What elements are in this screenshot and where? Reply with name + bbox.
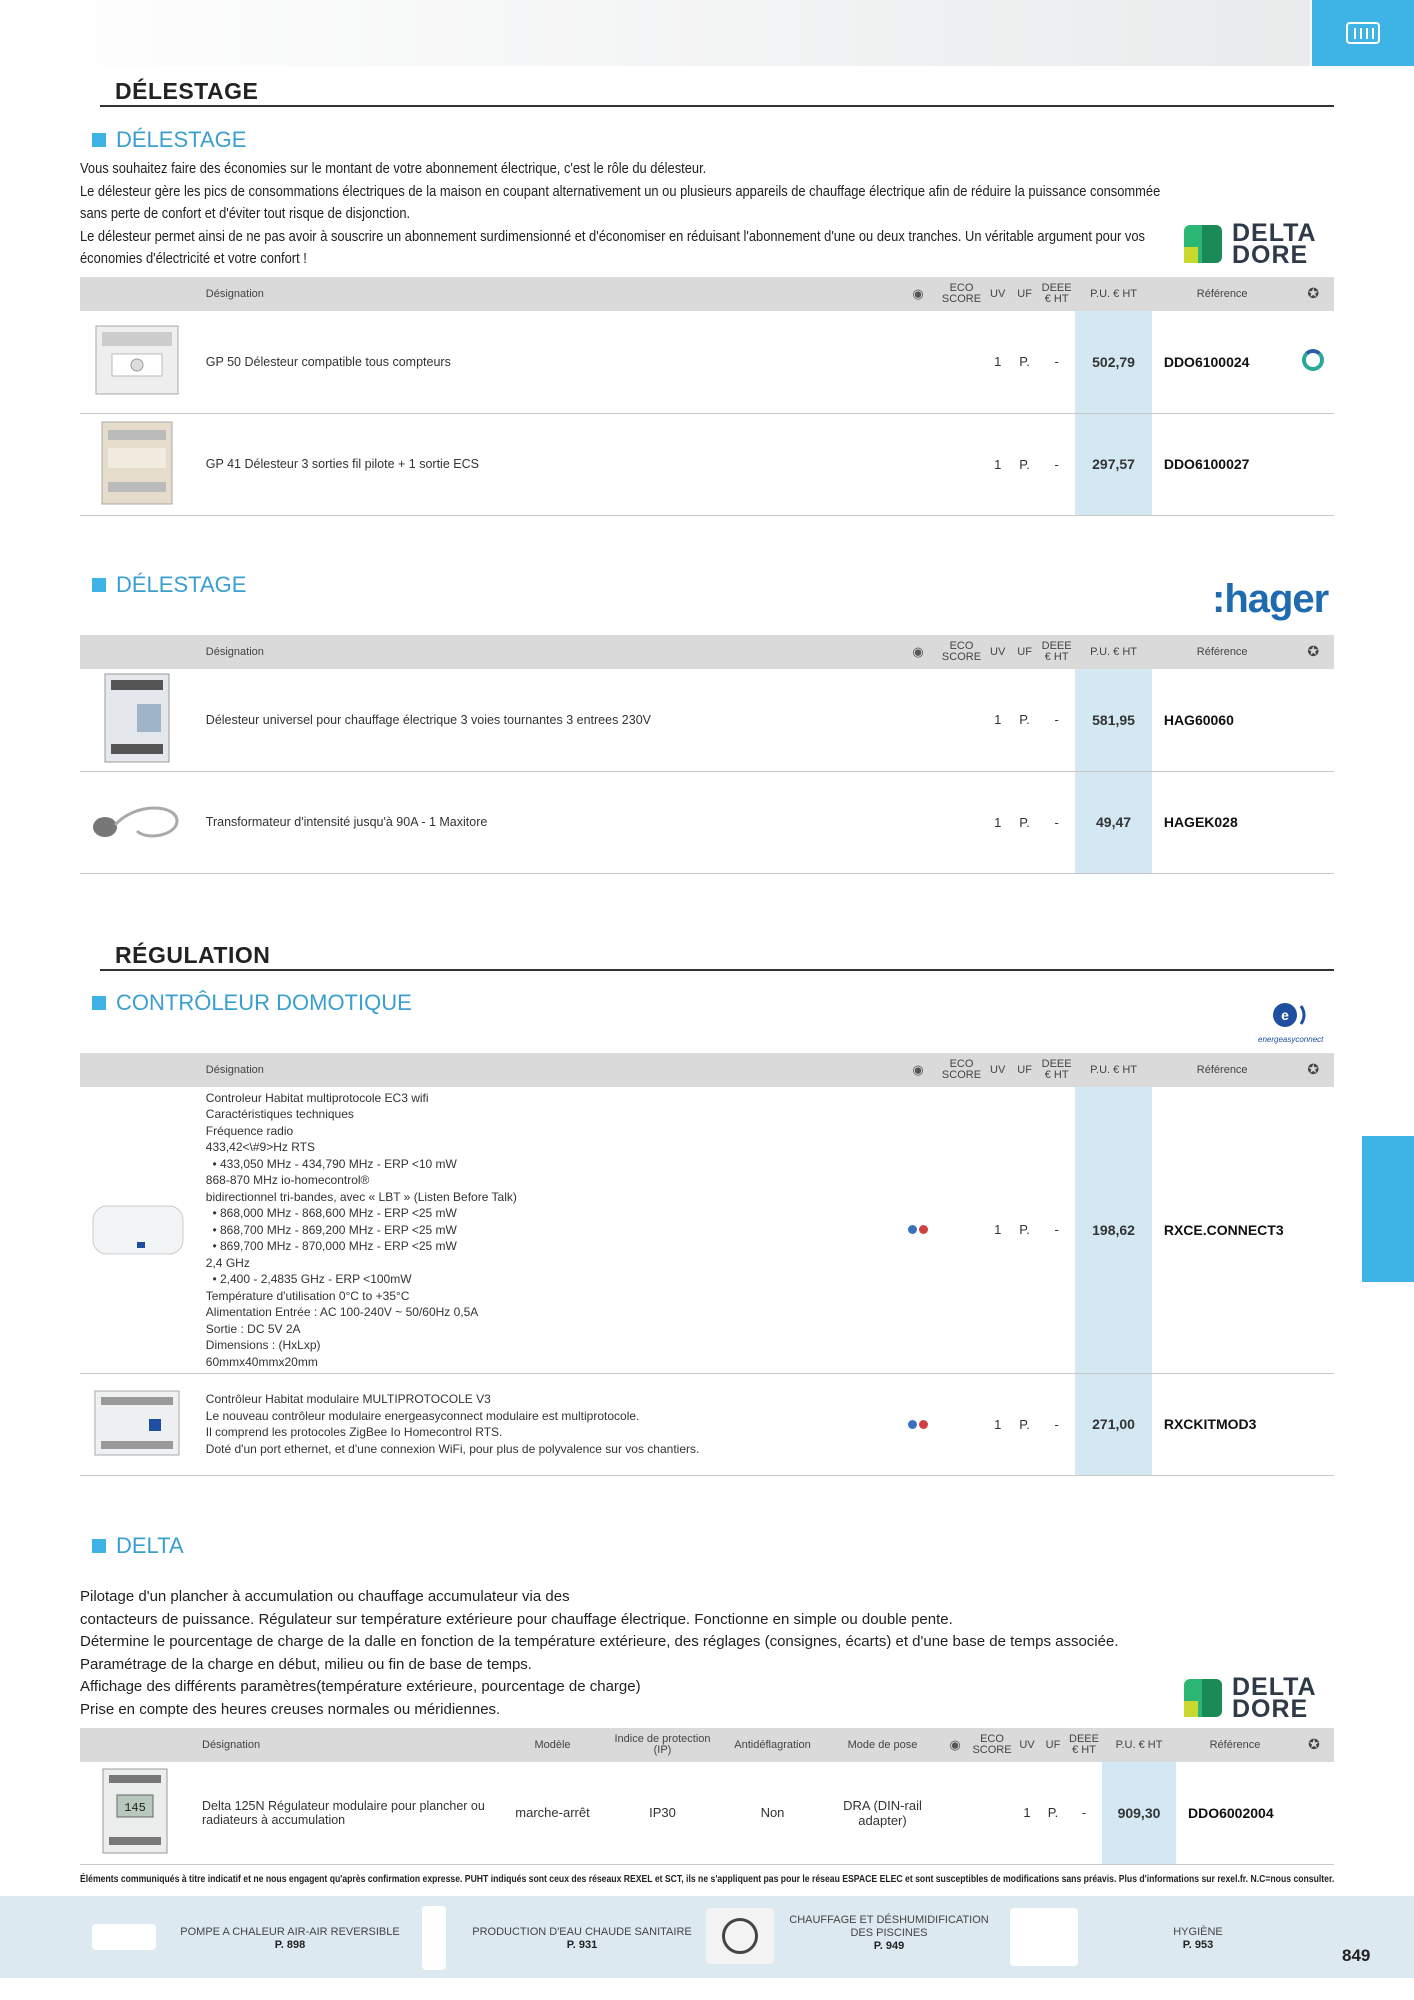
price: 49,47 <box>1075 771 1152 873</box>
footer-nav <box>0 1896 1414 1978</box>
designation-line: bidirectionnel tri-bandes, avec « LBT » (Listen Before Talk) <box>205 1189 517 1204</box>
designation-line: Controleur Habitat multiprotocole EC3 wifi <box>205 1090 429 1105</box>
table-row[interactable] <box>80 1087 1334 1373</box>
header-pu: P.U. € HT <box>1090 287 1137 300</box>
designation-line: Dimensions : (HxLxp) <box>205 1338 321 1352</box>
table-row[interactable] <box>80 413 1334 515</box>
designation-block <box>194 1373 898 1475</box>
section-title-delestage: DÉLESTAGE <box>115 78 259 104</box>
subsection-label: DELTA <box>116 1533 184 1558</box>
svg-text:145: 145 <box>124 1801 146 1816</box>
intro-line: Affichage des différents paramètres(température extérieure, pourcentage de charge) <box>80 1678 641 1695</box>
subsection-title <box>92 1533 184 1559</box>
top-band <box>0 0 1310 66</box>
header-pu: P.U. € HT <box>1090 645 1137 658</box>
uf-value: P. <box>1011 311 1038 413</box>
deee-value: - <box>1038 311 1075 413</box>
section-rule <box>100 969 1334 971</box>
reference: DDO6002004 <box>1176 1762 1294 1864</box>
table-row[interactable] <box>80 669 1334 771</box>
designation: GP 41 Délesteur 3 sorties fil pilote + 1 sortie ECS <box>194 413 898 515</box>
heat-pump-image <box>92 1924 156 1950</box>
designation-line: • 868,700 MHz - 869,200 MHz - ERP <25 mW <box>205 1222 457 1237</box>
deee-value: - <box>1038 771 1075 873</box>
pose-value: DRA (DIN-rail adapter) <box>825 1762 940 1864</box>
subsection-title <box>92 572 246 598</box>
designation-line: • 869,700 MHz - 870,000 MHz - ERP <25 mW <box>205 1239 457 1253</box>
footer-link[interactable]: CHAUFFAGE ET DÉSHUMIDIFICATION DES PISCINES P. 949 <box>789 1914 989 1952</box>
reference: DDO6100027 <box>1152 413 1293 515</box>
header-designation: Désignation <box>205 1063 264 1076</box>
product-image-transformer <box>87 791 187 851</box>
designation: Délesteur universel pour chauffage électrique 3 voies tournantes 3 entrees 230V <box>194 669 898 771</box>
section-title-regulation: RÉGULATION <box>115 942 271 968</box>
header-modele: Modèle <box>534 1738 571 1751</box>
designation-line: Température d'utilisation 0°C to +35°C <box>205 1288 410 1303</box>
subsection-label: CONTRÔLEUR DOMOTIQUE <box>116 990 412 1015</box>
product-image-gp50 <box>92 320 182 400</box>
uv-value: 1 <box>984 1087 1011 1373</box>
header-uf: UF <box>1017 287 1032 300</box>
intro-line: Vous souhaitez faire des économies sur le montant de votre abonnement électrique, c'est le rôle du délesteur. <box>80 160 707 177</box>
deee-value: - <box>1038 413 1075 515</box>
intro-line: contacteurs de puissance. Régulateur sur température extérieure pour chauffage électrique. Fonctionne en simple ou double pente. <box>80 1610 953 1628</box>
table-row[interactable] <box>80 1762 1334 1864</box>
intro-text-1 <box>80 158 1160 271</box>
intro-line: économies d'électricité et votre confort ! <box>80 250 307 267</box>
recycle-header-icon: ✪ <box>1307 1060 1320 1077</box>
uv-value: 1 <box>984 311 1011 413</box>
designation-line: Contrôleur Habitat modulaire MULTIPROTOCOLE V3 <box>205 1392 491 1406</box>
intro-line: Le délesteur gère les pics de consommations électriques de la maison en coupant alternativement un ou plusieurs appareils de chauffage électrique afin de réduire la puissance consommée <box>80 182 1161 200</box>
intro-line: Pilotage d'un plancher à accumulation ou chauffage accumulateur via des <box>80 1588 570 1605</box>
subsection-label: DÉLESTAGE <box>116 127 247 152</box>
wifi-icon: ◉ <box>949 1736 961 1752</box>
recycle-header-icon: ✪ <box>1307 642 1320 659</box>
designation-line: Fréquence radio <box>205 1123 294 1138</box>
deee-value: - <box>1038 669 1075 771</box>
footer-link[interactable]: HYGIÈNE P. 953 <box>1173 1926 1223 1951</box>
uf-value: P. <box>1011 1373 1038 1475</box>
product-image-kitmod3 <box>89 1383 185 1463</box>
brand-line: DORE <box>1232 241 1309 269</box>
header-indice: Indice de protection (IP) <box>614 1733 711 1756</box>
price: 271,00 <box>1075 1373 1152 1475</box>
designation-line: • 2,400 - 2,4835 GHz - ERP <100mW <box>205 1272 412 1286</box>
svg-text:e: e <box>1280 1007 1289 1023</box>
product-table-3 <box>80 1053 1334 1476</box>
footer-link[interactable]: PRODUCTION D'EAU CHAUDE SANITAIRE P. 931 <box>472 1926 692 1951</box>
header-reference: Référence <box>1196 287 1248 300</box>
product-image-delta125n <box>95 1765 175 1857</box>
deee-value: - <box>1066 1762 1102 1864</box>
table-row[interactable] <box>80 771 1334 873</box>
designation-line: Caractéristiques techniques <box>205 1107 354 1121</box>
header-mode-pose: Mode de pose <box>847 1738 918 1751</box>
recycle-header-icon: ✪ <box>1308 1735 1320 1752</box>
product-table-1 <box>80 277 1334 516</box>
uf-value: P. <box>1011 771 1038 873</box>
designation: Delta 125N Régulateur modulaire pour plancher ou radiateurs à accumulation <box>190 1762 500 1864</box>
chapter-tab[interactable] <box>1312 0 1414 66</box>
header-eco-score: ECO SCORE <box>941 640 982 663</box>
header-pu: P.U. € HT <box>1115 1738 1163 1751</box>
header-reference: Référence <box>1196 645 1248 658</box>
price: 297,57 <box>1075 413 1152 515</box>
designation-line: 60mmx40mmx20mm <box>205 1354 318 1369</box>
header-uf: UF <box>1017 1063 1032 1076</box>
subsection-title <box>92 127 246 153</box>
uv-value: 1 <box>984 413 1011 515</box>
uv-value: 1 <box>984 771 1011 873</box>
designation-line: Alimentation Entrée : AC 100-240V ~ 50/60Hz 0,5A <box>205 1305 479 1319</box>
header-designation: Désignation <box>202 1738 261 1751</box>
uv-value: 1 <box>1014 1762 1040 1864</box>
eco-radio-icon <box>908 1420 928 1429</box>
pool-heater-image <box>706 1908 774 1964</box>
header-antidef: Antidéflagration <box>734 1738 811 1751</box>
header-uv: UV <box>990 645 1006 658</box>
header-designation: Désignation <box>205 645 264 658</box>
brand-line: DELTA <box>1232 1673 1317 1701</box>
intro-line: Paramétrage de la charge en début, milieu ou fin de base de temps. <box>80 1655 532 1673</box>
antidef-value: Non <box>720 1762 825 1864</box>
intro-line: Prise en compte des heures creuses normales ou méridiennes. <box>80 1700 501 1718</box>
designation-block <box>194 1087 898 1373</box>
side-chapter-marker[interactable] <box>1362 1136 1414 1282</box>
hager-logo: :hager <box>1212 577 1329 621</box>
designation-line: Le nouveau contrôleur modulaire energeasyconnect modulaire est multiprotocole. <box>205 1408 640 1423</box>
header-pu: P.U. € HT <box>1090 1063 1137 1076</box>
legal-footnote: Éléments communiqués à titre indicatif et ne nous engagent qu'après confirmation expresse. PUHT indiqués sont ceux des réseaux REXEL et SCT, ils ne s'appliquent pas pour le réseau ESPACE ELEC et sont susceptibles de modifications sans préavis. Plus d'informations sur rexel.fr. N.C=nous consulter. <box>80 1874 1335 1885</box>
wifi-icon: ◉ <box>912 285 924 301</box>
uf-value: P. <box>1011 1087 1038 1373</box>
energeasy-logo <box>1258 1000 1323 1044</box>
reference: HAG60060 <box>1152 669 1293 771</box>
designation-line: 433,42<\#9>Hz RTS <box>205 1140 315 1154</box>
reference: RXCE.CONNECT3 <box>1152 1087 1293 1373</box>
modele-value: marche-arrêt <box>500 1762 605 1864</box>
radiator-icon <box>1345 20 1381 46</box>
header-reference: Référence <box>1196 1063 1248 1076</box>
delta-dore-logo <box>1184 1673 1317 1723</box>
eco-radio-icon <box>908 1225 928 1234</box>
wifi-icon: ◉ <box>912 1061 924 1077</box>
price: 198,62 <box>1075 1087 1152 1373</box>
header-deee: DEEE € HT <box>1041 1058 1072 1081</box>
designation-line: Il comprend les protocoles ZigBee Io Homecontrol RTS. <box>205 1425 503 1439</box>
product-image-hag60060 <box>97 670 177 766</box>
ip-value: IP30 <box>605 1762 720 1864</box>
designation-line: 2,4 GHz <box>205 1255 250 1270</box>
water-heater-image <box>422 1906 446 1970</box>
intro-line: sans perte de confort et d'éviter tout risque de disjonction. <box>80 205 411 222</box>
recycle-icon <box>1302 349 1324 371</box>
uf-value: P. <box>1040 1762 1066 1864</box>
designation-line: • 868,000 MHz - 868,600 MHz - ERP <25 mW <box>205 1206 457 1220</box>
brand-line: DORE <box>1232 1695 1309 1723</box>
deee-value: - <box>1038 1087 1075 1373</box>
header-uv: UV <box>1019 1738 1035 1751</box>
price: 909,30 <box>1102 1762 1176 1864</box>
header-eco-score: ECO SCORE <box>941 282 982 305</box>
deee-value: - <box>1038 1373 1075 1475</box>
reference: HAGEK028 <box>1152 771 1293 873</box>
header-uf: UF <box>1045 1738 1061 1751</box>
designation-line: Sortie : DC 5V 2A <box>205 1321 301 1336</box>
header-designation: Désignation <box>205 287 264 300</box>
intro-line: Le délesteur permet ainsi de ne pas avoir à souscrire un abonnement surdimensionné et d'économiser en réduisant l'abonnement d'une ou deux tranches. Un véritable argument pour vos <box>80 227 1145 245</box>
hygiene-image <box>1010 1908 1078 1966</box>
designation: Transformateur d'intensité jusqu'à 90A - 1 Maxitore <box>194 771 898 873</box>
header-uv: UV <box>990 1063 1006 1076</box>
page-number: 849 <box>1342 1946 1371 1965</box>
uv-value: 1 <box>984 1373 1011 1475</box>
header-deee: DEEE € HT <box>1041 282 1072 305</box>
uf-value: P. <box>1011 413 1038 515</box>
designation-line: Doté d'un port ethernet, et d'une connexion WiFi, pour plus de polyvalence sur vos chantiers. <box>205 1441 700 1456</box>
designation-line: • 433,050 MHz - 434,790 MHz - ERP <10 mW <box>205 1156 457 1171</box>
wifi-icon: ◉ <box>912 643 924 659</box>
product-image-connect3 <box>87 1188 187 1268</box>
header-uv: UV <box>990 287 1006 300</box>
header-deee: DEEE € HT <box>1069 1733 1099 1756</box>
table-row[interactable] <box>80 311 1334 413</box>
subsection-label: DÉLESTAGE <box>116 572 247 597</box>
product-table-2 <box>80 635 1334 874</box>
intro-text-2 <box>80 1586 1119 1721</box>
uf-value: P. <box>1011 669 1038 771</box>
footer-link[interactable]: POMPE A CHALEUR AIR-AIR REVERSIBLE P. 898 <box>180 1926 400 1951</box>
recycle-header-icon: ✪ <box>1307 284 1320 301</box>
price: 502,79 <box>1075 311 1152 413</box>
header-deee: DEEE € HT <box>1041 640 1072 663</box>
brand-name: energeasyconnect <box>1258 1035 1324 1044</box>
price: 581,95 <box>1075 669 1152 771</box>
product-table-4 <box>80 1728 1334 1865</box>
header-reference: Référence <box>1209 1738 1261 1751</box>
reference: DDO6100024 <box>1152 311 1293 413</box>
header-eco-score: ECO SCORE <box>972 1733 1012 1756</box>
intro-line: Détermine le pourcentage de charge de la dalle en fonction de la température extérieure, des réglages (consignes, écarts) et d'une base de temps associée. <box>80 1633 1119 1650</box>
uv-value: 1 <box>984 669 1011 771</box>
header-uf: UF <box>1017 645 1032 658</box>
table-row[interactable] <box>80 1373 1334 1475</box>
subsection-title <box>92 990 412 1016</box>
section-rule <box>100 105 1334 107</box>
product-image-gp41 <box>92 418 182 508</box>
header-eco-score: ECO SCORE <box>941 1058 982 1081</box>
brand-line: DELTA <box>1232 219 1317 247</box>
reference: RXCKITMOD3 <box>1152 1373 1293 1475</box>
designation: GP 50 Délesteur compatible tous compteurs <box>194 311 898 413</box>
designation-line: 868-870 MHz io-homecontrol® <box>205 1173 370 1187</box>
delta-dore-logo <box>1184 219 1317 269</box>
